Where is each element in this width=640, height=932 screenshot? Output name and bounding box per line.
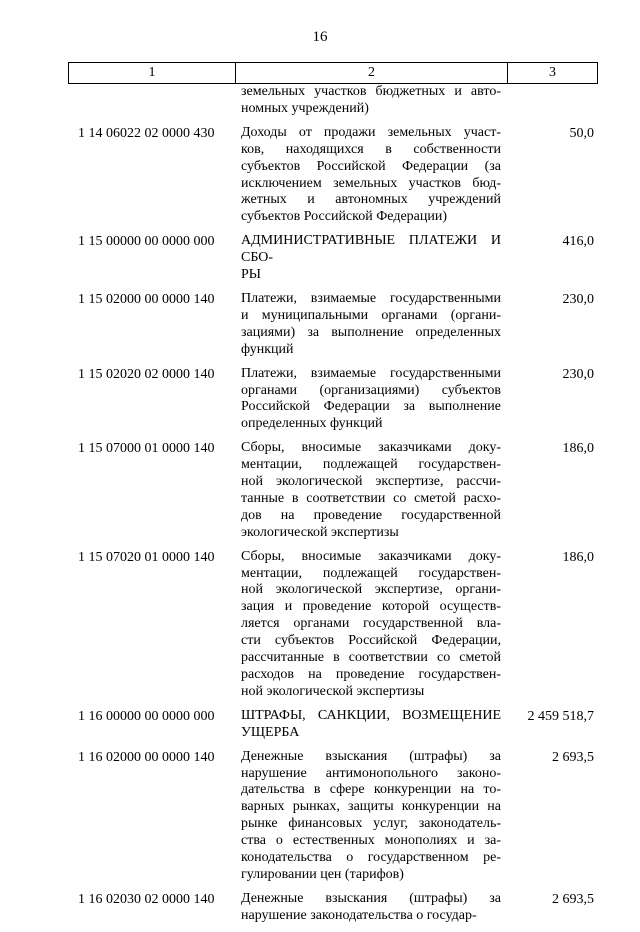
budget-code: 1 15 02020 02 0000 140 (78, 366, 215, 382)
description-line: Сборы, вносимые заказчиками доку- (241, 548, 501, 564)
description-line: номных учреждений) (241, 100, 369, 116)
description-line: варных рынках, защиты конкуренции на (241, 799, 501, 815)
description-line: конодательства о государственном ре- (241, 850, 501, 866)
table-row (68, 891, 598, 925)
table-header (68, 62, 598, 84)
budget-description (235, 708, 507, 742)
budget-amount: 2 693,5 (552, 749, 594, 765)
table-header-col2: 2 (236, 63, 508, 83)
description-line: Сборы, вносимые заказчиками доку- (241, 440, 501, 456)
description-line: УЩЕРБА (241, 724, 300, 740)
description-line: ства о естественных монополиях и за- (241, 833, 501, 849)
description-line: субъектов Российской Федерации (за (241, 158, 501, 174)
description-line: ляется органами государственной вла- (241, 616, 501, 632)
description-line: ментации, подлежащей государствен- (241, 457, 501, 473)
description-line: рынке финансовых услуг, законодатель- (241, 816, 501, 832)
description-line: нарушение законодательства о государ- (241, 907, 477, 923)
table-row (68, 233, 598, 284)
description-line: рассчитанные в соответствии со сметой (241, 650, 501, 666)
budget-amount: 2 693,5 (552, 891, 594, 907)
budget-amount: 186,0 (562, 441, 594, 457)
description-line: расходов на проведение государствен- (241, 667, 501, 682)
budget-description (235, 291, 507, 359)
description-line: зациями) за выполнение определенных (241, 324, 501, 340)
description-line: и муниципальными органами (органи- (241, 307, 501, 323)
table-row (68, 125, 598, 226)
budget-description (235, 125, 507, 226)
table-row (68, 366, 598, 434)
budget-code: 1 15 00000 00 0000 000 (78, 234, 215, 250)
description-line: ной экологической экспертизе, рассчи- (241, 474, 501, 490)
budget-amount: 416,0 (562, 234, 594, 250)
description-line: Российской Федерации за выполнение (241, 399, 501, 415)
description-line: Платежи, взимаемые государственными (241, 290, 501, 306)
budget-code: 1 16 02000 00 0000 140 (78, 749, 215, 765)
table-row (68, 549, 598, 701)
budget-description (235, 749, 507, 884)
table-row (68, 708, 598, 742)
budget-code: 1 15 07020 01 0000 140 (78, 549, 215, 565)
description-line: земельных участков бюджетных и авто- (241, 84, 501, 99)
description-line: Денежные взыскания (штрафы) за (241, 890, 501, 906)
budget-amount: 186,0 (562, 549, 594, 565)
description-line: дательства в сфере конкуренции на то- (241, 782, 501, 798)
table-header-col1: 1 (69, 63, 236, 83)
budget-code: 1 15 07000 01 0000 140 (78, 441, 215, 457)
description-line: органами (организациями) субъектов (241, 382, 501, 398)
budget-description (235, 84, 507, 118)
budget-amount: 230,0 (562, 366, 594, 382)
description-line: ной экологической экспертизы (241, 683, 425, 699)
description-line: ной экологической экспертизе, органи- (241, 582, 501, 598)
table-row (68, 291, 598, 359)
description-line: исключением земельных участков бюд- (241, 175, 501, 191)
description-line: Денежные взыскания (штрафы) за (241, 748, 501, 764)
budget-description (235, 549, 507, 701)
budget-code: 1 16 02030 02 0000 140 (78, 891, 215, 907)
budget-description (235, 366, 507, 434)
description-line: сти субъектов Российской Федерации, (241, 633, 501, 649)
description-line: ШТРАФЫ, САНКЦИИ, ВОЗМЕЩЕНИЕ (241, 707, 501, 723)
description-line: ков, находящихся в собственности (241, 141, 501, 157)
table-header-col3: 3 (549, 65, 556, 80)
description-line: субъектов Российской Федерации) (241, 209, 448, 225)
description-line: Доходы от продажи земельных участ- (241, 124, 501, 140)
budget-code: 1 14 06022 02 0000 430 (78, 125, 215, 141)
table-row (68, 84, 598, 118)
budget-amount: 50,0 (569, 125, 594, 141)
budget-code: 1 15 02000 00 0000 140 (78, 291, 215, 307)
budget-table-body (68, 84, 598, 932)
budget-amount: 230,0 (562, 291, 594, 307)
budget-amount: 2 459 518,7 (527, 708, 594, 724)
page-number: 16 (312, 29, 328, 45)
description-line: гулировании цен (тарифов) (241, 866, 404, 882)
description-line: РЫ (241, 267, 261, 283)
description-line: нарушение антимонопольного законо- (241, 765, 501, 781)
budget-description (235, 891, 507, 925)
table-row (68, 749, 598, 884)
budget-code: 1 16 00000 00 0000 000 (78, 708, 215, 724)
description-line: жетных и автономных учреждений (241, 192, 501, 208)
description-line: дов на проведение государственной (241, 507, 501, 523)
description-line: определенных функций (241, 416, 383, 432)
description-line: Платежи, взимаемые государственными (241, 365, 501, 381)
description-line: экологической экспертизы (241, 524, 399, 540)
budget-description (235, 440, 507, 541)
budget-description (235, 233, 507, 284)
description-line: АДМИНИСТРАТИВНЫЕ ПЛАТЕЖИ И СБО- (241, 233, 501, 266)
description-line: зация и проведение которой осуществ- (241, 599, 501, 615)
description-line: ментации, подлежащей государствен- (241, 565, 501, 581)
table-row (68, 440, 598, 541)
description-line: танные в соответствии со сметой расхо- (241, 490, 501, 506)
description-line: функций (241, 341, 294, 357)
